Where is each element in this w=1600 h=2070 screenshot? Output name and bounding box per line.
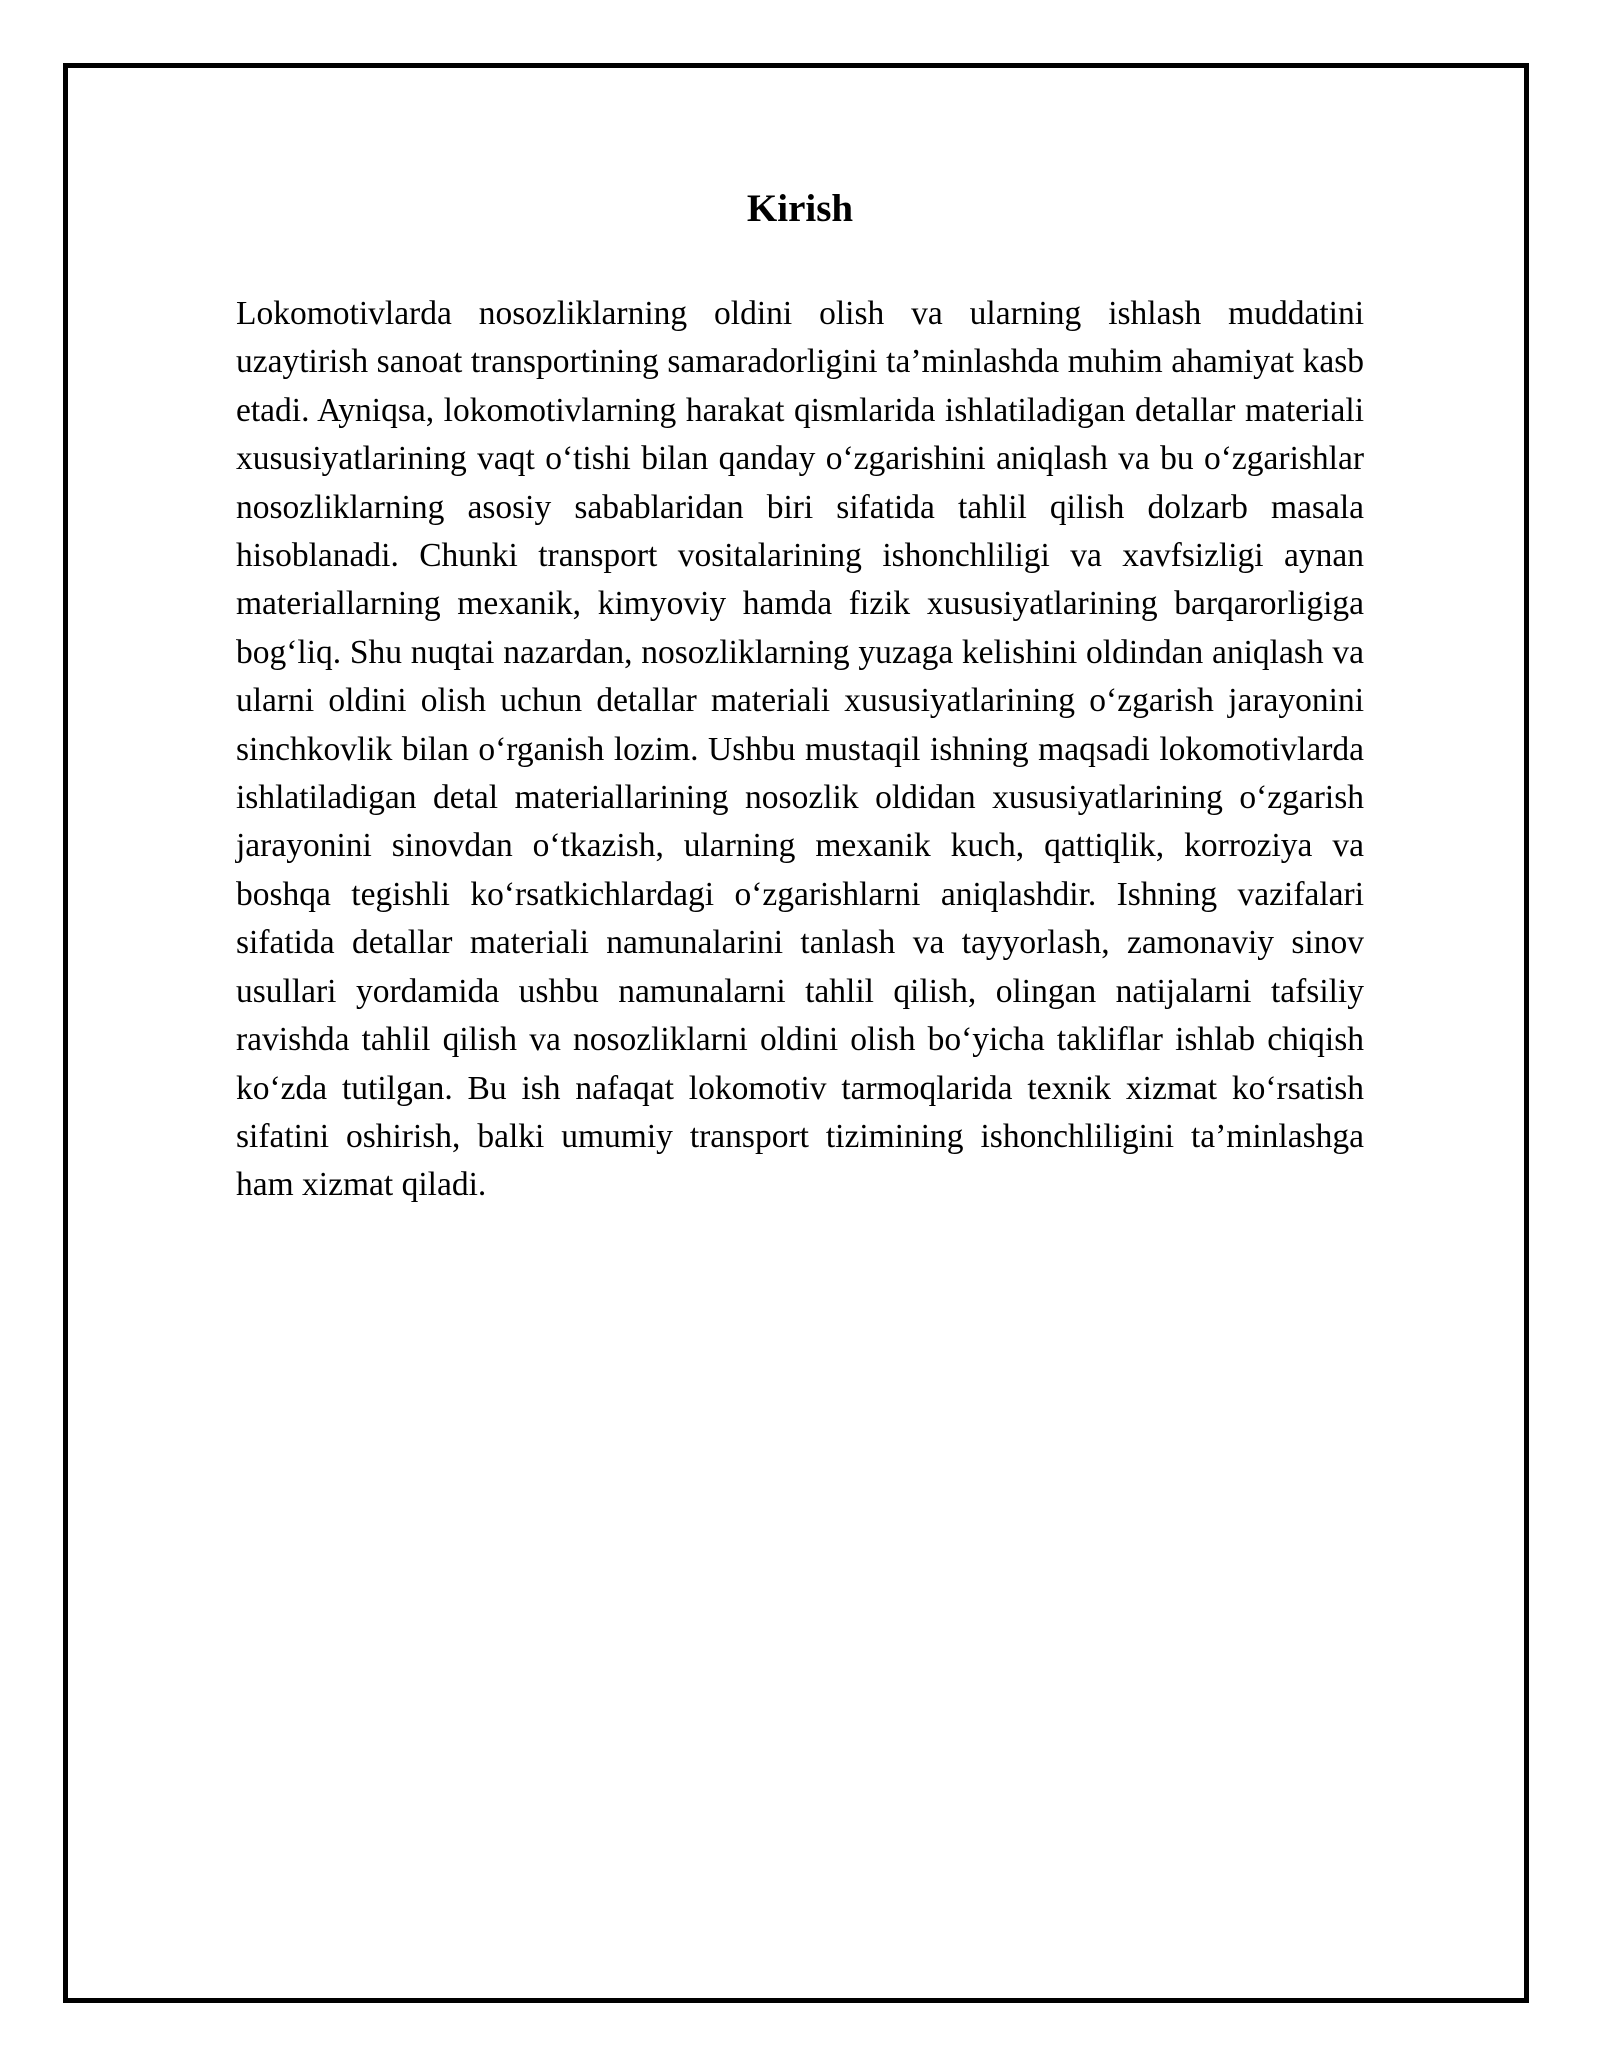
page-title: Kirish xyxy=(746,187,854,230)
body-paragraph: Lokomotivlarda nosozliklarning oldini olish va ularning ishlash muddatini uzaytirish sanoat transportining samaradorligini ta’minlashda muhim ahamiyat kasb etadi. Ayniqsa, lokomotivlarning harakat qismlarida ishlatiladigan detallar materiali xususiyatlarining vaqt o‘tishi bilan qanday o‘zgarishini aniqlash va bu o‘zgarishlar nosozliklarning asosiy sabablaridan biri sifatida tahlil qilish dolzarb masala hisoblanadi. Chunki transport vositalarining ishonchliligi va xavfsizligi aynan materiallarning mexanik, kimyoviy hamda fizik xususiyatlarining barqarorligiga bog‘liq. Shu nuqtai nazardan, nosozliklarning yuzaga kelishini oldindan aniqlash va ularni oldini olish uchun detallar materiali xususiyatlarining o‘zgarish jarayonini sinchkovlik bilan o‘rganish lozim. Ushbu mustaqil ishning maqsadi lokomotivlarda ishlatiladigan detal materiallarining nosozlik oldidan xususiyatlarining o‘zgarish jarayonini sinovdan o‘tkazish, ularning mexanik kuch, qattiqlik, korroziya va boshqa tegishli ko‘rsatkichlardagi o‘zgarishlarni aniqlashdir. Ishning vazifalari sifatida detallar materiali namunalarini tanlash va tayyorlash, zamonaviy sinov usullari yordamida ushbu namunalarni tahlil qilish, olingan natijalarni tafsiliy ravishda tahlil qilish va nosozliklarni oldini olish bo‘yicha takliflar ishlab chiqish ko‘zda tutilgan. Bu ish nafaqat lokomotiv tarmoqlarida texnik xizmat ko‘rsatish sifatini oshirish, balki umumiy transport tizimining ishonchliligini ta’minlashga ham xizmat qiladi. xyxy=(236,295,1364,1204)
